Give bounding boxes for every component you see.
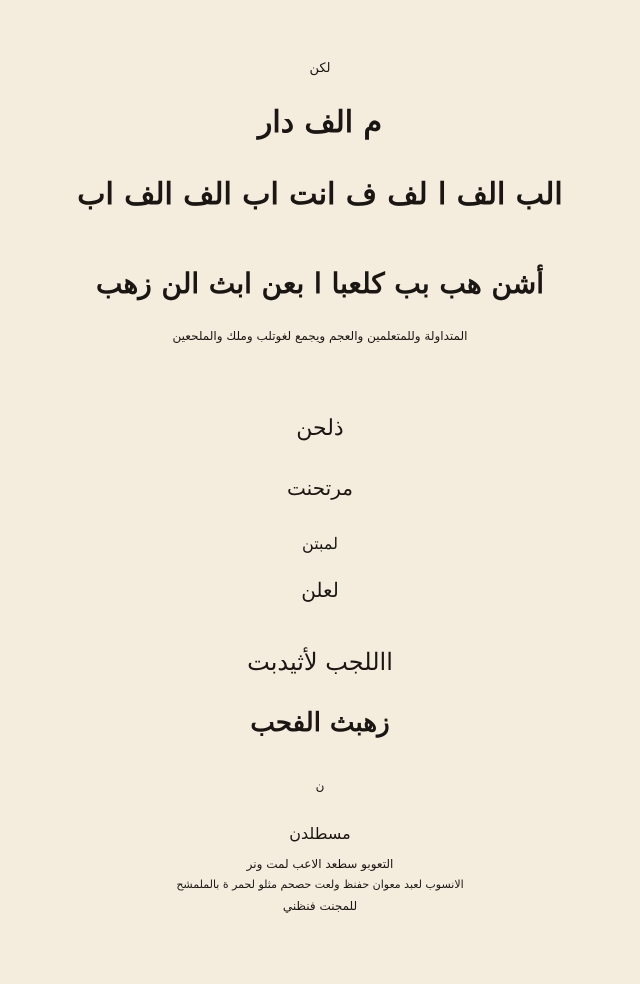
publisher-line-4: للمجنت فنظني	[282, 899, 358, 913]
author-line-2: زهبث الفحب	[250, 708, 390, 738]
publisher-line-1: مسطلدن	[289, 824, 351, 843]
middle-line-3: لمبتن	[302, 534, 338, 553]
title-line-1: م الف دار	[257, 105, 383, 140]
title-line-2: الب الف ا لف ف انت اب الف الف اب	[77, 177, 563, 212]
subtitle: المتداولة وللمتعلمين والعجم ويجمع لغوتلب وملك والملحعين	[172, 329, 468, 343]
author-mark: ن	[315, 779, 325, 793]
top-mark: لكن	[309, 61, 331, 76]
publisher-line-3: الانسوب لعبد معوان حفنظ ولعت حصحم مثلو لحمر ة بالملمشح	[176, 878, 464, 891]
title-line-3: أشن هب بب كلعبا ا بعن ابث الن زهب	[95, 267, 545, 300]
author-line-1: االلجب لأثيدبت	[247, 648, 393, 676]
middle-line-1: ذلحن	[296, 416, 344, 441]
publisher-line-2: التعوبو سطعد الاعب لمت ونر	[246, 857, 394, 871]
middle-line-2: مرتحنت	[287, 476, 353, 500]
middle-line-4: لعلن	[301, 578, 339, 602]
